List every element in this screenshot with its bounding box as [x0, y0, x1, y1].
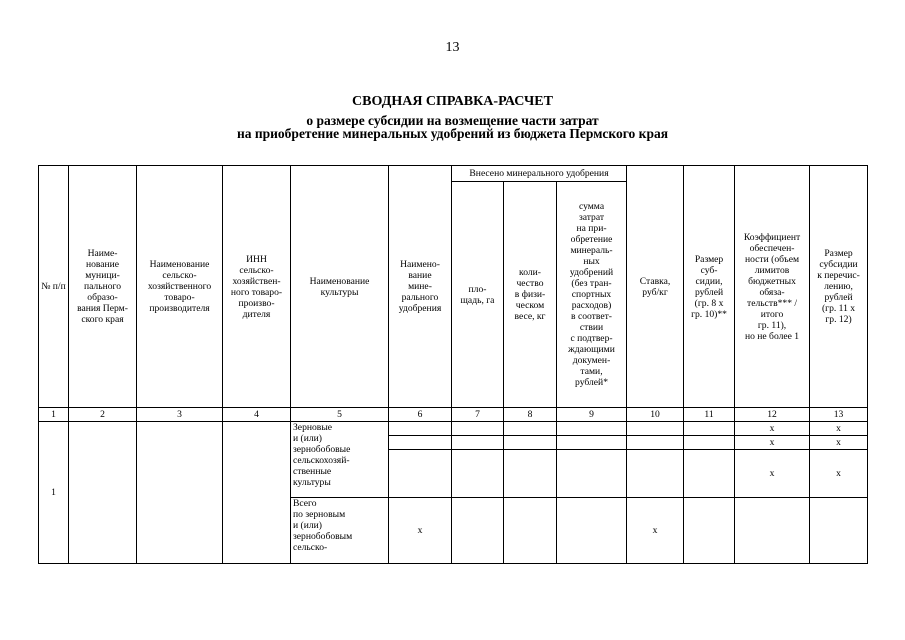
page-number: 13	[445, 40, 460, 55]
cell	[735, 498, 810, 564]
cell-mark: х	[810, 436, 868, 450]
column-numbers-row	[39, 408, 868, 422]
cell	[452, 422, 504, 436]
cell	[389, 422, 452, 436]
cell-producer-inn	[223, 422, 291, 564]
cell	[627, 436, 684, 450]
cell-mark: х	[735, 436, 810, 450]
header-fertilizer-applied-group: Внесено минерального удобрения	[452, 166, 627, 182]
cell	[557, 450, 627, 498]
cell-mark: х	[735, 450, 810, 498]
header-subsidy-amount: Размер суб- сидии, рублей (гр. 8 х гр. 10)**	[684, 166, 735, 408]
cell	[627, 422, 684, 436]
cell-mark: х	[735, 422, 810, 436]
cell	[684, 436, 735, 450]
cell-total-label: Всего по зерновым и (или) зернобобовым сельско-	[291, 498, 389, 564]
column-number: 2	[69, 408, 137, 422]
cell	[557, 422, 627, 436]
header-sufficiency-coefficient: Коэффициент обеспечен- ности (объем лимитов бюджетных обяза- тельств*** / итого гр. 11), но не более 1	[735, 166, 810, 408]
header-producer-inn: ИНН сельско- хозяйствен- ного товаро- произво- дителя	[223, 166, 291, 408]
column-number: 6	[389, 408, 452, 422]
cell	[389, 436, 452, 450]
cell	[557, 436, 627, 450]
table-row	[39, 422, 868, 436]
cell	[504, 436, 557, 450]
column-number: 5	[291, 408, 389, 422]
column-number: 9	[557, 408, 627, 422]
cell-municipality	[69, 422, 137, 564]
subsidy-calculation-table	[38, 165, 868, 564]
cell	[810, 498, 868, 564]
cell-mark: х	[389, 498, 452, 564]
column-number: 1	[39, 408, 69, 422]
header-quantity: коли- чество в физи- ческом весе, кг	[504, 182, 557, 408]
header-municipality: Наиме- нование муници- пального образо- вания Перм- ского края	[69, 166, 137, 408]
cell	[452, 498, 504, 564]
document-subtitle-line1: о размере субсидии на возмещение части затрат	[306, 113, 599, 128]
cell	[504, 498, 557, 564]
row-index: 1	[39, 422, 69, 564]
header-subsidy-transfer: Размер субсидии к перечис- лению, рублей (гр. 11 х гр. 12)	[810, 166, 868, 408]
column-number: 8	[504, 408, 557, 422]
cell-mark: х	[810, 450, 868, 498]
cell-producer-name	[137, 422, 223, 564]
header-rate: Ставка, руб/кг	[627, 166, 684, 408]
cell	[684, 450, 735, 498]
cell-mark: х	[810, 422, 868, 436]
cell	[504, 422, 557, 436]
column-number: 4	[223, 408, 291, 422]
cell	[557, 498, 627, 564]
cell	[684, 422, 735, 436]
cell	[627, 450, 684, 498]
cell	[452, 450, 504, 498]
header-area: пло- щадь, га	[452, 182, 504, 408]
header-row-number: № п/п	[39, 166, 69, 408]
header-crop-name: Наименование культуры	[291, 166, 389, 408]
column-number: 11	[684, 408, 735, 422]
cell	[389, 450, 452, 498]
header-fertilizer-name: Наимено- вание мине- рального удобрения	[389, 166, 452, 408]
header-producer-name: Наименование сельско- хозяйственного товаро- производителя	[137, 166, 223, 408]
cell	[504, 450, 557, 498]
cell	[684, 498, 735, 564]
column-number: 10	[627, 408, 684, 422]
cell	[452, 436, 504, 450]
cell-crop-label: Зерновые и (или) зернобобовые сельскохозяй- ственные культуры	[291, 422, 389, 498]
document-subtitle-line2: на приобретение минеральных удобрений из бюджета Пермского края	[236, 126, 669, 141]
column-number: 7	[452, 408, 504, 422]
cell-mark: х	[627, 498, 684, 564]
header-cost-sum: сумма затрат на при- обретение минераль- ных удобрений (без тран- спортных расходов) в соответ- ствии с подтвер- ждающими докумен- тами, рублей*	[557, 182, 627, 408]
column-number: 13	[810, 408, 868, 422]
column-number: 12	[735, 408, 810, 422]
column-number: 3	[137, 408, 223, 422]
document-title: СВОДНАЯ СПРАВКА-РАСЧЕТ	[352, 94, 553, 109]
